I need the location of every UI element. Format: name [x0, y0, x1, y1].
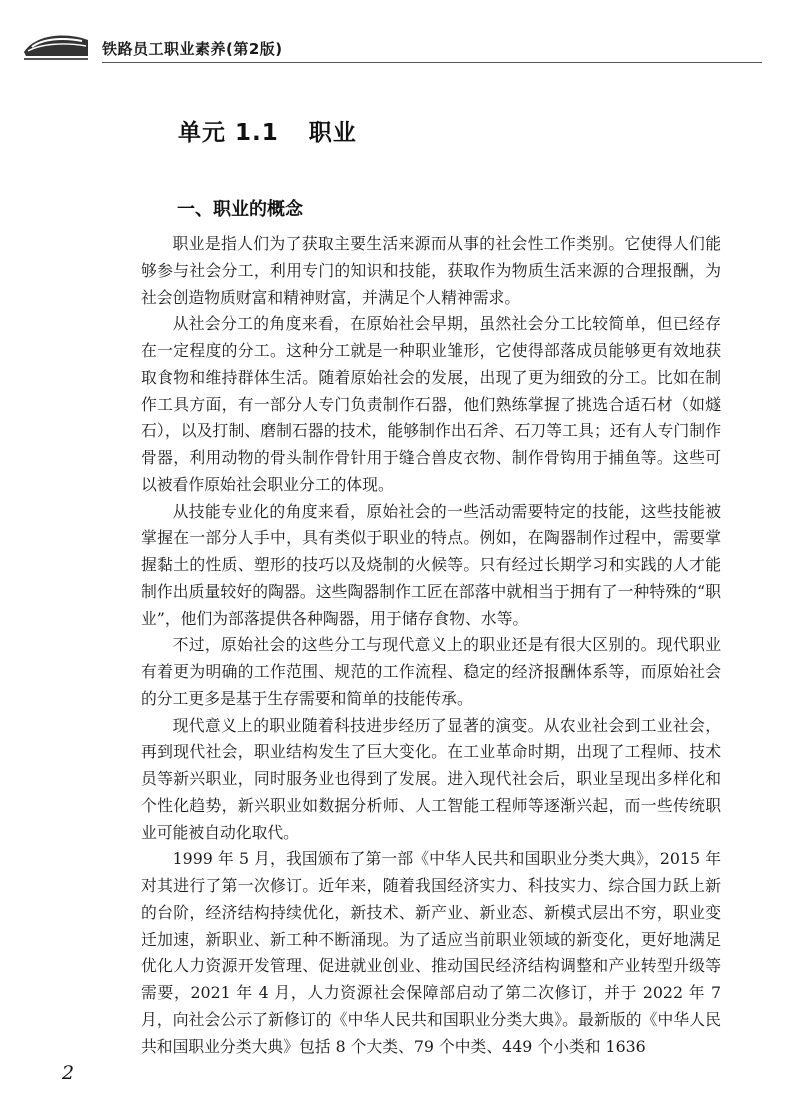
page-number: 2	[62, 1062, 75, 1084]
paragraph: 从技能专业化的角度来看，原始社会的一些活动需要特定的技能，这些技能被掌握在一部分人手中，具有类似于职业的特点。例如，在陶器制作过程中，需要掌握黏土的性质、塑形的技巧以及烧制的火候等。只有经过长期学习和实践的人才能制作出质量较好的陶器。这些陶器制作工匠在部落中就相当于拥有了一种特殊的“职业”，他们为部落提供各种陶器，用于储存食物、水等。	[141, 501, 721, 628]
unit-number: 单元 1.1	[178, 120, 279, 146]
paragraph: 不过，原始社会的这些分工与现代意义上的职业还是有很大区别的。现代职业有着更为明确的工作范围、规范的工作流程、稳定的经济报酬体系等，而原始社会的分工更多是基于生存需要和简单的技能传承。	[141, 635, 721, 708]
high-speed-train-icon	[22, 30, 90, 64]
book-title: 铁路员工职业素养(第2版)	[102, 40, 283, 58]
section-heading: 一、职业的概念	[177, 199, 303, 220]
body-text	[141, 231, 721, 1060]
header-rule	[102, 62, 762, 63]
running-header	[22, 24, 762, 72]
paragraph: 现代意义上的职业随着科技进步经历了显著的演变。从农业社会到工业社会，再到现代社会，职业结构发生了巨大变化。在工业革命时期，出现了工程师、技术员等新兴职业，同时服务业也得到了发展。进入现代社会后，职业呈现出多样化和个性化趋势，新兴职业如数据分析师、人工智能工程师等逐渐兴起，而一些传统职业可能被自动化取代。	[141, 715, 721, 842]
paragraph: 职业是指人们为了获取主要生活来源而从事的社会性工作类别。它使得人们能够参与社会分工，利用专门的知识和技能，获取作为物质生活来源的合理报酬，为社会创造物质财富和精神财富，并满足个人精神需求。	[141, 234, 721, 307]
paragraph: 1999 年 5 月，我国颁布了第一部《中华人民共和国职业分类大典》，2015 年对其进行了第一次修订。近年来，随着我国经济实力、科技实力、综合国力跃上新的台阶，经济结构持续优化，新技术、新产业、新业态、新模式层出不穷，职业变迁加速，新职业、新工种不断涌现。为了适应当前职业领域的新变化，更好地满足优化人力资源开发管理、促进就业创业、推动国民经济结构调整和产业转型升级等需要，2021 年 4 月，人力资源社会保障部启动了第二次修订，并于 2022 年 7 月，向社会公示了新修订的《中华人民共和国职业分类大典》。最新版的《中华人民共和国职业分类大典》包括 8 个大类、79 个中类、449 个小类和 1636	[141, 849, 721, 1056]
paragraph: 从社会分工的角度来看，在原始社会早期，虽然社会分工比较简单，但已经存在一定程度的分工。这种分工就是一种职业雏形，它使得部落成员能够更有效地获取食物和维持群体生活。随着原始社会的发展，出现了更为细致的分工。比如在制作工具方面，有一部分人专门负责制作石器，他们熟练掌握了挑选合适石材（如燧石），以及打制、磨制石器的技术，能够制作出石斧、石刀等工具；还有人专门制作骨器，利用动物的骨头制作骨针用于缝合兽皮衣物、制作骨钩用于捕鱼等。这些可以被看作原始社会职业分工的体现。	[141, 314, 721, 494]
unit-heading	[178, 114, 357, 147]
unit-name: 职业	[308, 120, 357, 146]
